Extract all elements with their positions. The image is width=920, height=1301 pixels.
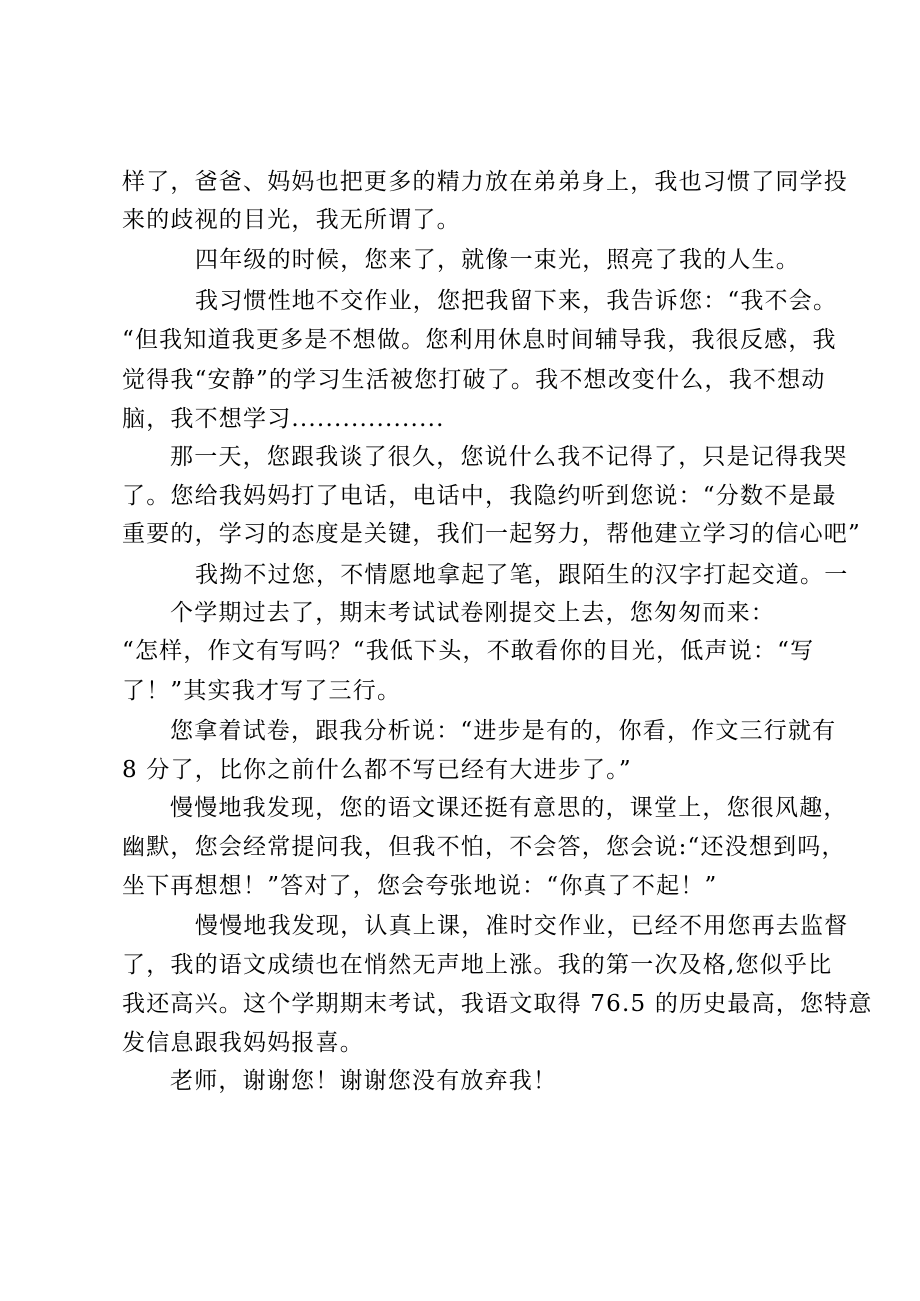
text-line: “怎样，作文有写吗？“我低下头，不敢看你的目光，低声说：“写	[122, 638, 815, 664]
text-line: 幽默，您会经常提问我，但我不怕，不会答，您会说:“还没想到吗，	[122, 834, 846, 860]
text-line: 重要的，学习的态度是关键，我们一起努力，帮他建立学习的信心吧”	[122, 521, 861, 547]
text-line: 8 分了，比你之前什么都不写已经有大进步了。”	[122, 757, 632, 783]
text-line: 了，我的语文成绩也在悄然无声地上涨。我的第一次及格,您似乎比	[122, 952, 833, 978]
text-line: 坐下再想想！”答对了，您会夸张地说：“你真了不起！”	[122, 873, 718, 899]
text-line: 样了，爸爸、妈妈也把更多的精力放在弟弟身上，我也习惯了同学投	[122, 169, 848, 195]
text-line: 发信息跟我妈妈报喜。	[122, 1030, 364, 1056]
text-line: 您拿着试卷，跟我分析说：“进步是有的，你看，作文三行就有	[170, 718, 837, 744]
text-line: 我还高兴。这个学期期末考试，我语文取得 76.5 的历史最高，您特意	[122, 991, 873, 1017]
text-line: 我习惯性地不交作业，您把我留下来，我告诉您：“我不会。	[195, 288, 838, 314]
text-line: 老师，谢谢您！谢谢您没有放弃我！	[170, 1068, 558, 1094]
text-line: 那一天，您跟我谈了很久，您说什么我不记得了，只是记得我哭	[170, 444, 848, 470]
text-line: 觉得我“安静”的学习生活被您打破了。我不想改变什么，我不想动	[122, 367, 826, 393]
text-line: 来的歧视的目光，我无所谓了。	[122, 207, 461, 233]
text-line: 脑，我不想学习..................	[122, 406, 445, 432]
text-line: 了！”其实我才写了三行。	[122, 678, 402, 704]
text-line: 了。您给我妈妈打了电话，电话中，我隐约听到您说：“分数不是最	[122, 483, 837, 509]
text-line: 慢慢地我发现，您的语文课还挺有意思的，课堂上，您很风趣，	[170, 795, 848, 821]
text-line: 四年级的时候，您来了，就像一束光，照亮了我的人生。	[195, 247, 800, 273]
text-line: “但我知道我更多是不想做。您利用休息时间辅导我，我很反感，我	[122, 327, 837, 353]
text-line: 我拗不过您，不情愿地拿起了笔，跟陌生的汉字打起交道。一	[195, 562, 849, 588]
text-line: 个学期过去了，期末考试试卷刚提交上去，您匆匆而来：	[170, 600, 775, 626]
text-line: 慢慢地我发现，认真上课，准时交作业，已经不用您再去监督	[195, 913, 849, 939]
